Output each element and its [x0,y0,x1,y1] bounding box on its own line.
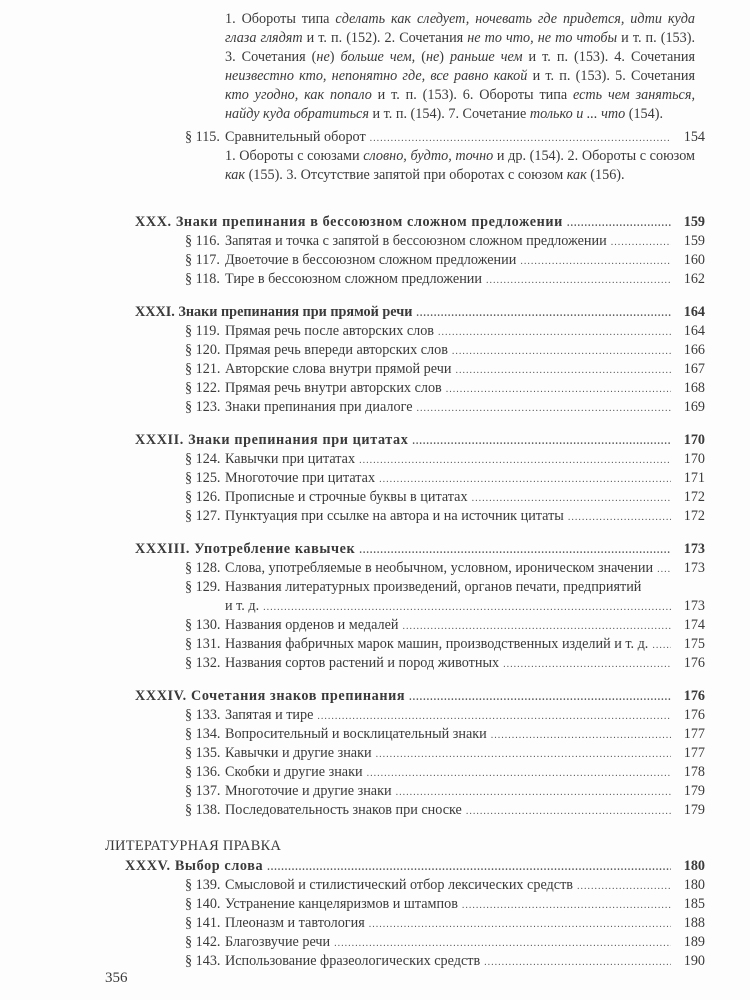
section-number: § 129. [185,579,221,595]
description-text: (154). [625,106,664,122]
section-title: Смысловой и стилистический отбор лексических средств [225,877,573,893]
page-ref: 190 [683,953,705,969]
example-phrase: не [425,49,440,65]
leader-dots [267,857,671,877]
section-number: § 127. [185,508,221,524]
toc-entry-137[interactable] [185,782,705,801]
section-number: § 116. [185,233,220,249]
toc-entry-134[interactable] [185,725,705,744]
toc-entry-124[interactable] [185,450,705,469]
section-title: Двоеточие в бессоюзном сложном предложении [225,252,517,268]
description-text: (155). 3. Отсутствие запятой при оборотах с союзом [245,167,567,183]
leader-dots [520,251,671,271]
page-ref: 164 [683,323,705,339]
leader-dots [446,379,671,399]
section-title: Названия литературных произведений, органов печати, предприятий [225,579,642,595]
description-text: и т. п. (153). 6. Обороты типа [371,87,573,103]
toc-entry-132[interactable] [185,654,705,673]
leader-dots [484,952,671,972]
page-ref: 170 [683,451,705,467]
description-text: и т. п. (154). 7. Сочетание [368,106,530,122]
page-ref: 176 [683,688,705,704]
section-title: Кавычки при цитатах [225,451,356,467]
page-ref: 169 [683,399,705,415]
section-number: § 141. [185,915,221,931]
section-number: § 123. [185,399,221,415]
section-number: § 138. [185,802,221,818]
section-115-description [225,147,695,185]
leader-dots [568,507,671,527]
example-phrase: не [316,49,330,65]
section-number: § 124. [185,451,221,467]
description-text: ) [329,49,341,65]
example-phrase: не то что, не то чтобы [467,30,618,46]
leader-dots [567,213,671,233]
page-ref: 179 [683,783,705,799]
page-ref: 188 [683,915,705,931]
toc-entry-133[interactable] [185,706,705,725]
section-title: Устранение канцеляризмов и штампов [225,896,458,912]
leader-dots [334,933,671,953]
description-text: и т. п. (153). 3. Сочетания ( [225,30,695,65]
page-ref: 180 [683,877,705,893]
toc-entry-129[interactable] [185,578,705,597]
example-phrase: как [566,167,587,183]
page-ref: 179 [683,802,705,818]
page-ref: 168 [683,380,705,396]
leader-dots [376,744,671,764]
chapter-title: XXXII. Знаки препинания при цитатах [135,432,409,448]
leader-dots [367,763,671,783]
chapter-title: XXXI. Знаки препинания при прямой речи [135,304,413,320]
page-ref: 154 [683,129,705,145]
page-ref: 170 [683,432,705,448]
section-title: Кавычки и другие знаки [225,745,372,761]
section-number: § 130. [185,617,221,633]
section-number: § 135. [185,745,221,761]
page-ref: 177 [683,726,705,742]
chapter-title: XXXV. Выбор слова [125,858,264,874]
toc-chapter-xxx[interactable] [135,213,705,232]
section-number: § 120. [185,342,221,358]
part-title: ЛИТЕРАТУРНАЯ ПРАВКА [105,838,282,854]
section-title: Тире в бессоюзном сложном предложении [225,271,482,287]
example-phrase: неизвестно кто, непонятно где, все равно какой [225,68,528,84]
page-ref: 175 [683,636,705,652]
description-text: 1. Обороты типа [225,11,336,27]
toc-entry-139[interactable] [185,876,705,895]
leader-dots [452,341,671,361]
page-ref: 176 [683,655,705,671]
section-title: Благозвучие речи [225,934,331,950]
section-number: § 122. [185,380,221,396]
toc-entry-138[interactable] [185,801,705,820]
example-phrase: кто угодно, как попало [225,87,372,103]
page-ref: 159 [683,214,705,230]
page-ref: 172 [683,489,705,505]
section-title: Прямая речь внутри авторских слов [225,380,442,396]
leader-dots [359,540,671,560]
toc-chapter-xxxv[interactable] [125,857,705,876]
page-ref: 189 [683,934,705,950]
page-ref: 160 [683,252,705,268]
page-ref: 173 [683,560,705,576]
page-ref: 173 [683,598,705,614]
leader-dots [472,488,671,508]
description-text: и др. (154). 2. Обороты с союзом [493,148,695,164]
page-ref: 177 [683,745,705,761]
section-number: § 139. [185,877,221,893]
toc-chapter-xxxii[interactable] [135,431,705,450]
leader-dots [263,597,671,617]
toc-entry-123[interactable] [185,398,705,417]
section-title: Прописные и строчные буквы в цитатах [225,489,468,505]
leader-dots [462,895,671,915]
toc-chapter-xxxi[interactable] [135,303,705,322]
toc-entry-140[interactable] [185,895,705,914]
section-title: Названия фабричных марок машин, производственных изделий и т. д. [225,636,649,652]
description-text: (156). [586,167,625,183]
leader-dots [486,270,671,290]
leader-dots [611,232,671,252]
page-ref: 162 [683,271,705,287]
page-ref: 164 [683,304,705,320]
description-text: 1. Обороты с союзами [225,148,364,164]
section-number: § 128. [185,560,221,576]
toc-entry-115[interactable] [185,128,705,147]
leader-dots [409,687,671,707]
toc-entry-121[interactable] [185,360,705,379]
section-title: Плеоназм и тавтология [225,915,365,931]
description-text: ( [415,49,426,65]
section-title: Авторские слова внутри прямой речи [225,361,452,377]
page-ref: 176 [683,707,705,723]
chapter-title: XXX. Знаки препинания в бессоюзном сложном предложении [135,214,563,230]
page-ref: 172 [683,508,705,524]
section-title: Слова, употребляемые в необычном, условном, ироническом значении [225,560,654,576]
leader-dots [657,559,671,579]
section-title-continued: и т. д. [225,598,260,614]
toc-entry-141[interactable] [185,914,705,933]
section-number: § 121. [185,361,221,377]
toc-entry-118[interactable] [185,270,705,289]
toc-entry-116[interactable] [185,232,705,251]
description-text: ) [439,49,451,65]
section-title: Названия орденов и медалей [225,617,399,633]
section-number: § 142. [185,934,221,950]
toc-entry-122[interactable] [185,379,705,398]
toc-entry-119[interactable] [185,322,705,341]
section-title: Пунктуация при ссылке на автора и на источник цитаты [225,508,564,524]
toc-entry-127[interactable] [185,507,705,526]
toc-entry-130[interactable] [185,616,705,635]
leader-dots [466,801,671,821]
leader-dots [412,431,671,451]
leader-dots [379,469,671,489]
toc-chapter-xxxiii[interactable] [135,540,705,559]
section-number: § 133. [185,707,221,723]
section-title: Скобки и другие знаки [225,764,363,780]
page-ref: 166 [683,342,705,358]
leader-dots [417,398,671,418]
section-title: Запятая и тире [225,707,314,723]
section-number: § 118. [185,271,220,287]
example-phrase: сделать как следует, ночевать где придется, идти куда глаза глядят [225,11,695,46]
chapter-title: XXXIII. Употребление кавычек [135,541,356,557]
toc-entry-136[interactable] [185,763,705,782]
leader-dots [416,303,671,323]
section-title: Названия сортов растений и пород животных [225,655,500,671]
section-title: Последовательность знаков при сноске [225,802,462,818]
description-text: и т. п. (152). 2. Сочетания [302,30,468,46]
example-phrase: только и ... что [529,106,626,122]
toc-entry-142[interactable] [185,933,705,952]
toc-entry-128[interactable] [185,559,705,578]
leader-dots [317,706,671,726]
page-ref: 167 [683,361,705,377]
leader-dots [491,725,671,745]
page-ref: 174 [683,617,705,633]
leader-dots [396,782,671,802]
page-ref: 159 [683,233,705,249]
toc-entry-135[interactable] [185,744,705,763]
toc-entry-126[interactable] [185,488,705,507]
section-title: Многоточие и другие знаки [225,783,392,799]
section-number: § 131. [185,636,221,652]
leader-dots [370,128,671,148]
leader-dots [652,635,671,655]
section-number: § 136. [185,764,221,780]
section-title: Сравнительный оборот [225,129,366,145]
section-title: Запятая и точка с запятой в бессоюзном сложном предложении [225,233,607,249]
page-ref: 185 [683,896,705,912]
example-phrase: больше чем, [340,49,416,65]
leader-dots [577,876,671,896]
leader-dots [359,450,671,470]
leader-dots [455,360,671,380]
section-number: § 126. [185,489,221,505]
section-title: Вопросительный и восклицательный знаки [225,726,487,742]
section-number: § 117. [185,252,220,268]
section-number: § 119. [185,323,220,339]
toc-entry-125[interactable] [185,469,705,488]
description-text: и т. п. (153). 5. Сочетания [527,68,695,84]
chapter-title: XXXIV. Сочетания знаков препинания [135,688,406,704]
page-ref: 180 [683,858,705,874]
section-number: § 132. [185,655,221,671]
section-title: Прямая речь после авторских слов [225,323,435,339]
toc-entry-120[interactable] [185,341,705,360]
toc-entry-131[interactable] [185,635,705,654]
description-text: и т. п. (153). 4. Сочетания [522,49,695,65]
page-ref: 173 [683,541,705,557]
example-phrase: словно, будто, точно [363,148,494,164]
section-title: Знаки препинания при диалоге [225,399,413,415]
section-number: § 134. [185,726,221,742]
toc-entry-117[interactable] [185,251,705,270]
section-title: Прямая речь впереди авторских слов [225,342,448,358]
section-title: Использование фразеологических средств [225,953,481,969]
leader-dots [503,654,671,674]
leader-dots [403,616,672,636]
page-ref: 171 [683,470,705,486]
leader-dots [369,914,671,934]
leader-dots [438,322,671,342]
toc-chapter-xxxiv[interactable] [135,687,705,706]
example-phrase: как [225,167,246,183]
page-number: 356 [105,970,128,986]
example-phrase: есть чем заняться, найду куда обратиться [225,87,695,122]
example-phrase: раньше чем [450,49,523,65]
section-number: § 140. [185,896,221,912]
section-114-description [225,10,695,124]
toc-entry-143[interactable] [185,952,705,971]
section-number: § 125. [185,470,221,486]
toc-entry-129-cont[interactable] [185,597,705,616]
section-number: § 115. [185,129,220,145]
section-number: § 137. [185,783,221,799]
section-number: § 143. [185,953,221,969]
page-ref: 178 [683,764,705,780]
section-title: Многоточие при цитатах [225,470,376,486]
